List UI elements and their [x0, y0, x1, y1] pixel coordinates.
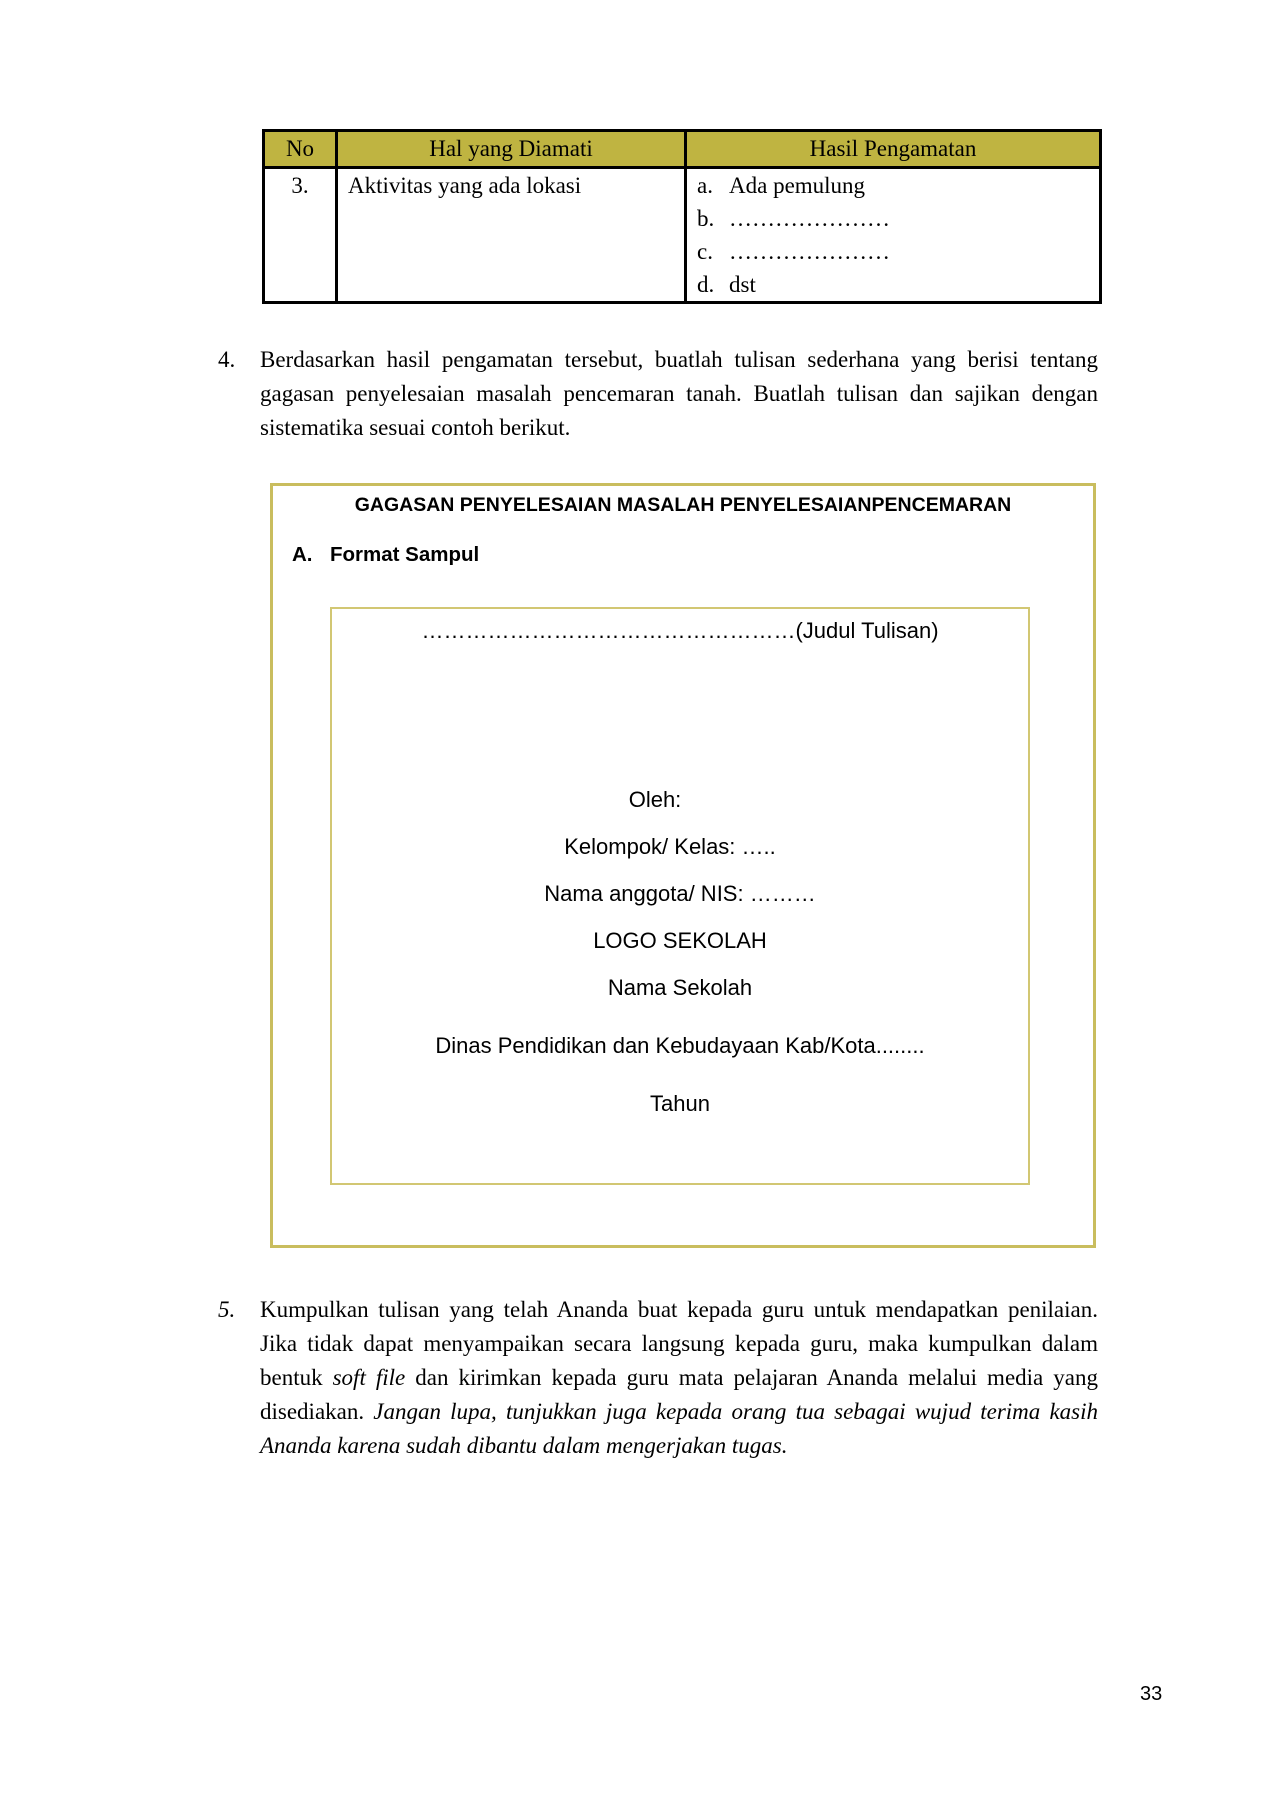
page-number: 33 — [1140, 1683, 1163, 1705]
result-label: c. — [697, 239, 713, 264]
result-label: a. — [697, 173, 713, 198]
cover-dinas: Dinas Pendidikan dan Kebudayaan Kab/Kota........ — [435, 1033, 925, 1058]
section-title: Format Sampul — [330, 543, 480, 566]
step-5-text — [260, 1293, 1098, 1463]
result-label: b. — [697, 206, 715, 231]
result-item — [697, 268, 1089, 301]
cover-oleh: Oleh: — [628, 787, 682, 812]
cover-title-line: ……………………………………………(Judul Tulisan) — [421, 618, 939, 643]
header-results: Hasil Pengamatan — [686, 131, 1101, 168]
result-item — [697, 202, 1089, 235]
step-5-text-part1: Kumpulkan tulisan yang telah Ananda buat kepada guru untuk mendapatkan penilaian. Jika tidak dapat menyampaikan secara langsung kepada guru, maka kumpulkan dalam bentuk — [260, 1297, 1098, 1390]
template-frame — [270, 483, 1096, 1248]
row-results — [686, 168, 1101, 303]
table-row — [264, 168, 1101, 303]
cover-logo-sekolah: LOGO SEKOLAH — [593, 928, 767, 953]
cover-frame — [330, 607, 1030, 1185]
template-title: GAGASAN PENYELESAIAN MASALAH PENYELESAIANPENCEMARAN — [354, 494, 1012, 516]
cover-nama-sekolah: Nama Sekolah — [607, 975, 753, 1000]
section-heading — [292, 540, 479, 570]
step-5-closing: Jangan lupa, tunjukkan juga kepada orang tua sebagai wujud terima kasih Ananda karena sudah dibantu dalam mengerjakan tugas. — [260, 1399, 1099, 1458]
step-4-number: 4. — [218, 347, 236, 372]
observation-table — [262, 129, 1102, 304]
step-5-paragraph — [218, 1293, 1098, 1463]
result-text: ………………… — [729, 206, 890, 231]
soft-file-term: soft file — [332, 1365, 406, 1390]
row-observed: Aktivitas yang ada lokasi — [337, 168, 686, 303]
cover-kelompok: Kelompok/ Kelas: ….. — [564, 834, 776, 859]
header-observed: Hal yang Diamati — [337, 131, 686, 168]
step-4-paragraph — [218, 343, 1098, 445]
result-label: d. — [697, 272, 715, 297]
section-letter: A. — [292, 543, 313, 566]
result-text: ………………… — [729, 239, 890, 264]
header-no: No — [264, 131, 337, 168]
result-item — [697, 169, 1089, 202]
step-5-text-part2: dan kirimkan kepada guru mata pelajaran Ananda melalui media yang disediakan. — [260, 1365, 1098, 1424]
result-text: Ada pemulung — [729, 173, 866, 198]
cover-tahun: Tahun — [650, 1091, 710, 1116]
result-item — [697, 235, 1089, 268]
step-4-text: Berdasarkan hasil pengamatan tersebut, buatlah tulisan sederhana yang berisi tentang gagasan penyelesaian masalah pencemaran tanah. Buatlah tulisan dan sajikan dengan sistematika sesuai contoh berikut. — [260, 347, 1098, 440]
cover-nama-anggota: Nama anggota/ NIS: ……… — [544, 881, 816, 906]
result-text: dst — [729, 272, 756, 297]
step-5-number: 5. — [218, 1297, 236, 1322]
table-header-row — [264, 131, 1101, 168]
row-number: 3. — [264, 168, 337, 303]
